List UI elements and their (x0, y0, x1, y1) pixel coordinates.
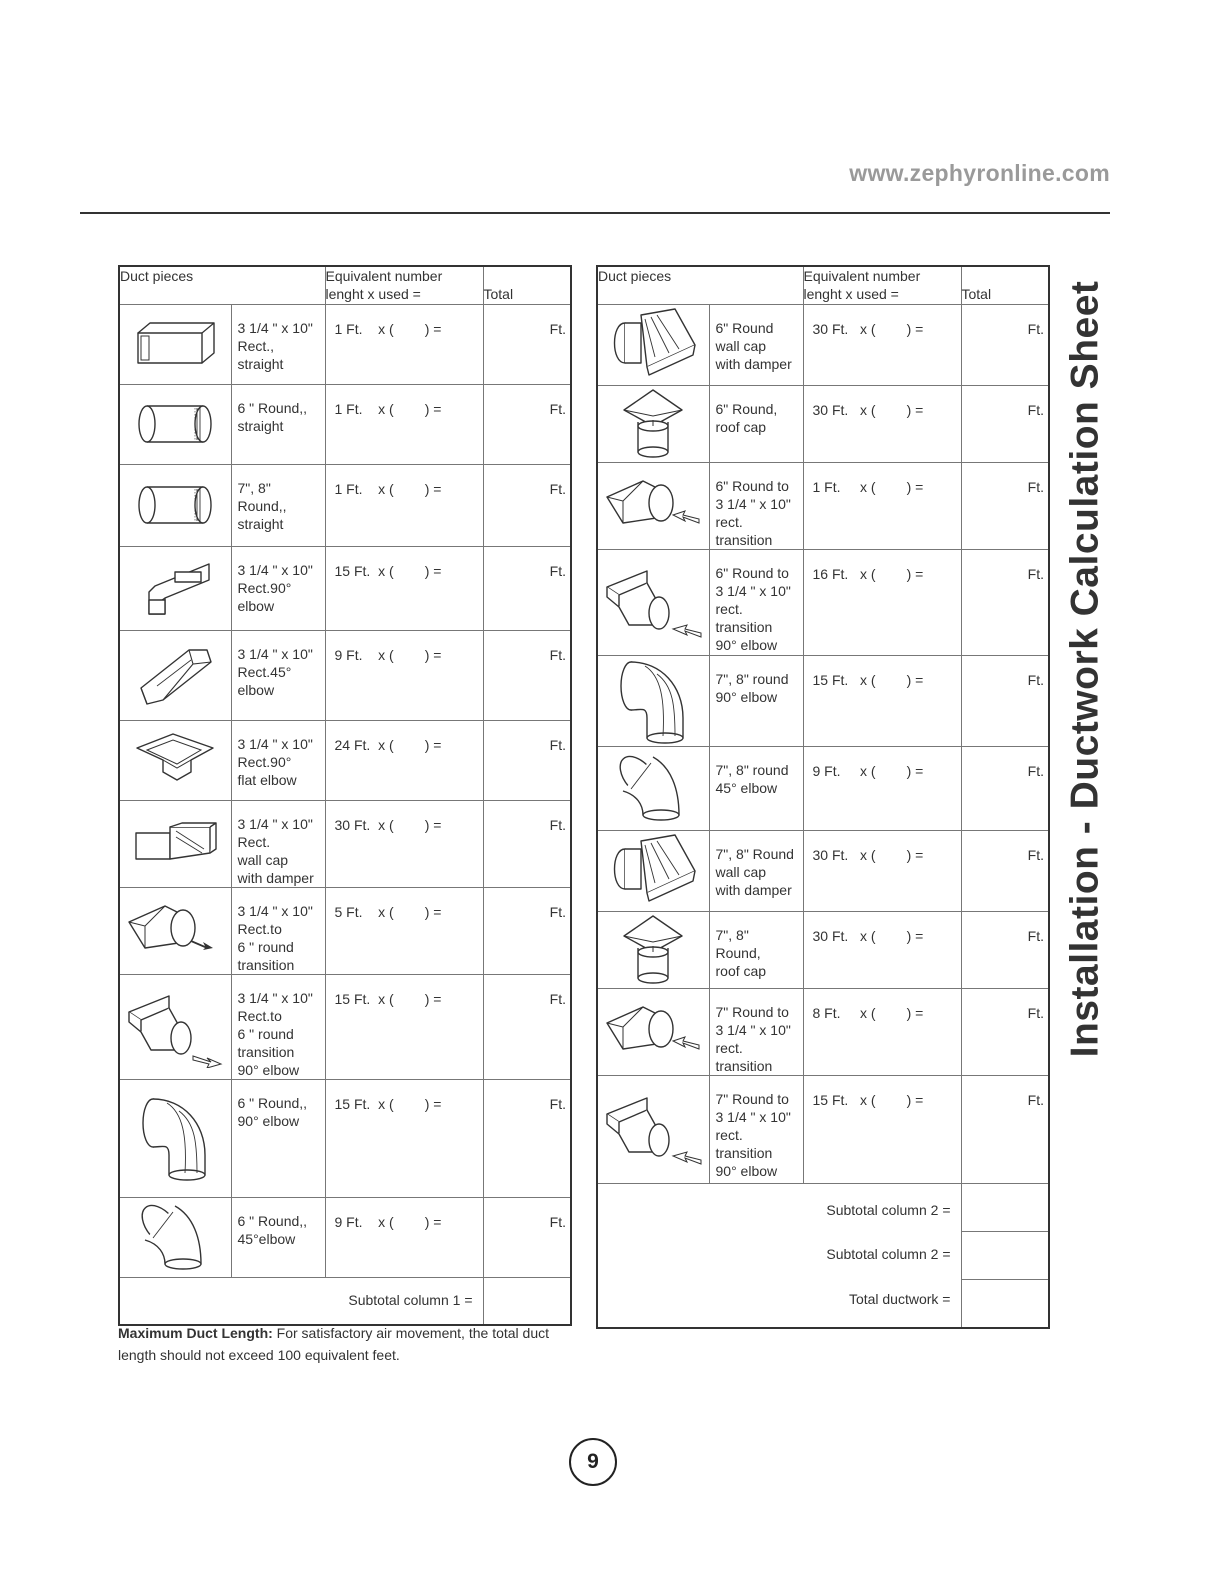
round-to-rect-elbow-transition-icon (598, 1088, 709, 1170)
duct-piece-image-cell (119, 630, 231, 720)
round-wall-cap-icon (598, 831, 709, 911)
duct-piece-description (709, 1075, 803, 1183)
subtotal-column-1-box (483, 1277, 571, 1325)
table-row (597, 830, 1049, 911)
description-line: rect. (715, 600, 743, 617)
description-line: rect. (715, 513, 743, 530)
description-line: 3 1/4 " x 10" (237, 989, 313, 1006)
description-line: 3 1/4 " x 10" (237, 319, 313, 336)
round-to-rect-transition-icon (598, 999, 709, 1065)
total-cell: Ft. (483, 1197, 571, 1277)
equivalent-length: 5 Ft. x ( ) = (325, 887, 483, 974)
total-cell: Ft. (961, 911, 1049, 988)
header-duct-pieces: Duct pieces (119, 266, 325, 304)
summary-value-box (962, 1184, 1049, 1232)
header-total: Total (961, 266, 1049, 304)
duct-piece-image-cell (597, 988, 709, 1075)
duct-piece-image-cell (119, 720, 231, 800)
description-line: 3 1/4 " x 10" (237, 815, 313, 832)
table-row (597, 988, 1049, 1075)
description-line: 90° elbow (715, 688, 778, 705)
rect-wall-cap-icon (120, 819, 231, 869)
total-cell: Ft. (483, 630, 571, 720)
description-line: 6 " round (237, 1025, 294, 1042)
description-line: Rect., (237, 337, 275, 354)
description-line: 3 1/4 " x 10" (715, 1108, 791, 1125)
duct-piece-image-cell (119, 546, 231, 630)
equivalent-length: 30 Ft. x ( ) = (325, 800, 483, 887)
duct-piece-description (231, 887, 325, 974)
equivalent-length: 9 Ft. x ( ) = (325, 1197, 483, 1277)
description-line: 6" Round to (715, 564, 789, 581)
equivalent-length: 15 Ft. x ( ) = (325, 1079, 483, 1197)
description-line: rect. (715, 1126, 743, 1143)
table-row (119, 1197, 571, 1277)
description-line: Rect.45° (237, 663, 292, 680)
description-line: 3 1/4 " x 10" (237, 645, 313, 662)
equivalent-length: 30 Ft. x ( ) = (803, 830, 961, 911)
equivalent-length: 1 Ft. x ( ) = (325, 464, 483, 546)
duct-piece-image-cell (597, 911, 709, 988)
description-line: transition (237, 1043, 295, 1060)
description-line: 6 " Round,, (237, 1094, 308, 1111)
duct-piece-image-cell (119, 464, 231, 546)
description-line: straight (237, 355, 284, 372)
roof-cap-icon (598, 912, 709, 988)
description-line: straight (237, 417, 284, 434)
total-cell: Ft. (483, 384, 571, 464)
subtotal-row (119, 1277, 571, 1325)
summary-row (597, 1183, 1049, 1328)
table-row (119, 464, 571, 546)
table-row (119, 800, 571, 887)
equivalent-length: 9 Ft. x ( ) = (325, 630, 483, 720)
duct-piece-description (231, 546, 325, 630)
description-line: transition (715, 1144, 773, 1161)
rect-straight-duct-icon (120, 319, 231, 369)
equivalent-length: 1 Ft. x ( ) = (325, 304, 483, 384)
table-row (119, 720, 571, 800)
description-line: 7", 8" (237, 479, 271, 496)
duct-piece-image-cell (119, 304, 231, 384)
rect-to-round-elbow-transition-icon (120, 986, 231, 1068)
duct-piece-description (231, 384, 325, 464)
round-straight-duct-icon (120, 483, 231, 527)
description-line: 7" Round to (715, 1090, 789, 1107)
duct-piece-description (709, 988, 803, 1075)
header-equivalent (803, 266, 961, 304)
round-90-elbow-icon (120, 1093, 231, 1183)
subtotal-column-1-label: Subtotal column 1 = (119, 1277, 483, 1325)
header-equivalent-line1: Equivalent number (325, 268, 443, 284)
description-line: 6 " Round,, (237, 1212, 308, 1229)
description-line: 6" Round, (715, 400, 778, 417)
roof-cap-icon (598, 386, 709, 462)
description-line: 6" Round (715, 319, 774, 336)
total-cell: Ft. (961, 988, 1049, 1075)
description-line: 3 1/4 " x 10" (237, 735, 313, 752)
total-cell: Ft. (961, 385, 1049, 462)
duct-piece-image-cell (119, 1197, 231, 1277)
description-line: roof cap (715, 962, 767, 979)
total-cell: Ft. (483, 304, 571, 384)
table-row (119, 304, 571, 384)
table-row (119, 384, 571, 464)
total-cell: Ft. (961, 746, 1049, 830)
summary-label: Subtotal column 2 = (826, 1246, 951, 1262)
duct-piece-description (231, 800, 325, 887)
side-title-text: Installation - Ductwork Calculation Sheet (1063, 280, 1106, 1058)
duct-table-column-1 (118, 265, 572, 1326)
equivalent-length: 1 Ft. x ( ) = (803, 462, 961, 549)
description-line: transition (237, 956, 295, 973)
duct-piece-image-cell (119, 887, 231, 974)
duct-piece-description (709, 911, 803, 988)
duct-piece-image-cell (597, 1075, 709, 1183)
header-equivalent-line2: lenght x used = (803, 286, 899, 302)
equivalent-length: 9 Ft. x ( ) = (803, 746, 961, 830)
total-cell: Ft. (961, 304, 1049, 385)
description-line: transition (715, 618, 773, 635)
table-row (597, 911, 1049, 988)
description-line: 90° elbow (715, 1162, 778, 1179)
description-line: elbow (237, 597, 275, 614)
description-line: 6" Round to (715, 477, 789, 494)
description-line: wall cap (237, 851, 289, 868)
table-row (597, 549, 1049, 655)
description-line: 7", 8" round (715, 670, 789, 687)
site-url: www.zephyronline.com (849, 160, 1110, 186)
duct-piece-description (709, 462, 803, 549)
duct-piece-image-cell (597, 746, 709, 830)
description-line: elbow (237, 681, 275, 698)
description-line: Rect. (237, 833, 271, 850)
note-bold: Maximum Duct Length: (118, 1325, 273, 1341)
description-line: 6 " Round,, (237, 399, 308, 416)
table-row (597, 746, 1049, 830)
equivalent-length: 15 Ft. x ( ) = (803, 1075, 961, 1183)
duct-piece-image-cell (597, 655, 709, 746)
description-line: 90° elbow (237, 1112, 300, 1129)
description-line: with damper (715, 881, 792, 898)
table-row (597, 1075, 1049, 1183)
description-line: straight (237, 515, 284, 532)
total-cell: Ft. (483, 546, 571, 630)
description-line: 7", 8" Round (715, 845, 794, 862)
description-line: Round,, (237, 497, 287, 514)
duct-piece-image-cell (119, 800, 231, 887)
duct-piece-image-cell (597, 549, 709, 655)
description-line: 3 1/4 " x 10" (237, 561, 313, 578)
total-cell: Ft. (483, 464, 571, 546)
equivalent-length: 30 Ft. x ( ) = (803, 385, 961, 462)
equivalent-length: 30 Ft. x ( ) = (803, 304, 961, 385)
duct-table-column-2 (596, 265, 1050, 1329)
duct-piece-description (231, 974, 325, 1079)
description-line: 45° elbow (715, 779, 778, 796)
round-45-elbow-icon (598, 749, 709, 827)
table-row (119, 630, 571, 720)
equivalent-length: 30 Ft. x ( ) = (803, 911, 961, 988)
round-to-rect-elbow-transition-icon (598, 561, 709, 643)
description-line: wall cap (715, 863, 767, 880)
description-line: Rect.to (237, 1007, 282, 1024)
table-header-row (119, 266, 571, 304)
rect-to-round-transition-icon (120, 898, 231, 964)
duct-piece-image-cell (119, 1079, 231, 1197)
round-straight-duct-icon (120, 402, 231, 446)
summary-label: Total ductwork = (848, 1290, 951, 1307)
description-line: Rect.to (237, 920, 282, 937)
total-cell: Ft. (961, 830, 1049, 911)
description-line: 7", 8" (715, 926, 749, 943)
total-cell: Ft. (961, 655, 1049, 746)
header-equivalent-line2: lenght x used = (325, 286, 421, 302)
description-line: wall cap (715, 337, 767, 354)
duct-piece-description (231, 304, 325, 384)
description-line: 7" Round to (715, 1003, 789, 1020)
equivalent-length: 15 Ft. x ( ) = (325, 546, 483, 630)
summary-value-box (962, 1232, 1049, 1280)
equivalent-length: 15 Ft. x ( ) = (803, 655, 961, 746)
description-line: rect. (715, 1039, 743, 1056)
rect-90-elbow-icon (120, 556, 231, 620)
table-row (597, 385, 1049, 462)
duct-piece-description (231, 630, 325, 720)
duct-piece-image-cell (597, 385, 709, 462)
table-header-row (597, 266, 1049, 304)
header-equivalent (325, 266, 483, 304)
header-rule (80, 212, 1110, 214)
equivalent-length: 8 Ft. x ( ) = (803, 988, 961, 1075)
duct-piece-image-cell (597, 462, 709, 549)
description-line: Rect.90° (237, 579, 292, 596)
description-line: 3 1/4 " x 10" (715, 495, 791, 512)
total-cell: Ft. (483, 1079, 571, 1197)
table-row (597, 462, 1049, 549)
total-cell: Ft. (961, 549, 1049, 655)
description-line: flat elbow (237, 771, 297, 788)
total-cell: Ft. (961, 1075, 1049, 1183)
description-line: with damper (237, 869, 314, 886)
description-line: 90° elbow (237, 1061, 300, 1078)
total-cell: Ft. (483, 800, 571, 887)
description-line: 3 1/4 " x 10" (715, 1021, 791, 1038)
table-row (119, 974, 571, 1079)
note-text: For satisfactory air movement, the total duct length should not exceed 100 equivalent feet. (118, 1325, 550, 1363)
equivalent-length: 15 Ft. x ( ) = (325, 974, 483, 1079)
table-row (119, 1079, 571, 1197)
duct-piece-description (709, 830, 803, 911)
description-line: Rect.90° (237, 753, 292, 770)
duct-piece-image-cell (597, 304, 709, 385)
equivalent-length: 1 Ft. x ( ) = (325, 384, 483, 464)
max-duct-length-note (118, 1322, 578, 1366)
duct-piece-description (709, 385, 803, 462)
duct-piece-description (709, 549, 803, 655)
total-cell: Ft. (483, 974, 571, 1079)
description-line: 90° elbow (715, 636, 778, 653)
duct-piece-description (231, 464, 325, 546)
total-cell: Ft. (961, 462, 1049, 549)
header-duct-pieces: Duct pieces (597, 266, 803, 304)
table-row (597, 304, 1049, 385)
duct-piece-description (709, 655, 803, 746)
table-row (597, 655, 1049, 746)
total-cell: Ft. (483, 887, 571, 974)
header-equivalent-line1: Equivalent number (803, 268, 921, 284)
table-row (119, 546, 571, 630)
description-line: 3 1/4 " x 10" (715, 582, 791, 599)
equivalent-length: 24 Ft. x ( ) = (325, 720, 483, 800)
description-line: transition (715, 531, 773, 548)
description-line: roof cap (715, 418, 767, 435)
duct-piece-image-cell (119, 384, 231, 464)
duct-piece-description (709, 304, 803, 385)
table-row (119, 887, 571, 974)
page-number: 9 (569, 1438, 617, 1486)
rect-flat-elbow-icon (120, 730, 231, 790)
duct-piece-description (231, 720, 325, 800)
round-45-elbow-icon (120, 1198, 231, 1276)
description-line: 3 1/4 " x 10" (237, 902, 313, 919)
description-line: 6 " round (237, 938, 294, 955)
summary-labels (597, 1183, 961, 1328)
summary-label: Subtotal column 2 = (826, 1201, 951, 1218)
round-wall-cap-icon (598, 305, 709, 385)
round-90-elbow-icon (598, 656, 709, 746)
side-title (1060, 262, 1110, 1076)
rect-45-elbow-icon (120, 640, 231, 710)
duct-piece-image-cell (597, 830, 709, 911)
description-line: with damper (715, 355, 792, 372)
duct-piece-description (231, 1079, 325, 1197)
description-line: Round, (715, 944, 761, 961)
description-line: 45°elbow (237, 1230, 296, 1247)
duct-piece-description (231, 1197, 325, 1277)
description-line: transition (715, 1057, 773, 1074)
duct-piece-image-cell (119, 974, 231, 1079)
summary-value-box (962, 1280, 1049, 1327)
description-line: 7", 8" round (715, 761, 789, 778)
header-total: Total (483, 266, 571, 304)
duct-piece-description (709, 746, 803, 830)
summary-boxes (961, 1183, 1049, 1328)
equivalent-length: 16 Ft. x ( ) = (803, 549, 961, 655)
round-to-rect-transition-icon (598, 473, 709, 539)
total-cell: Ft. (483, 720, 571, 800)
